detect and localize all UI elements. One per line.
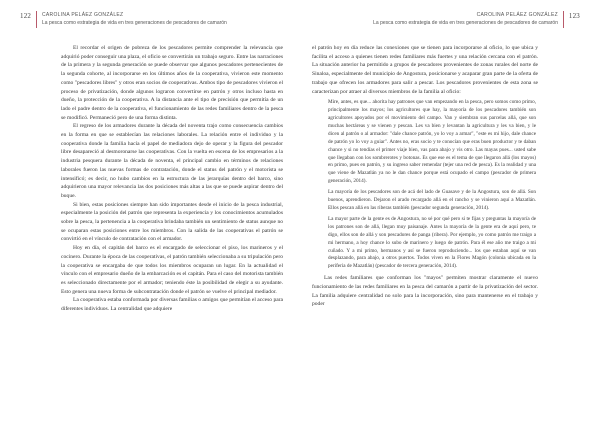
right-page [300, 0, 600, 440]
left-paragraph: El recordar el origen de pobreza de los pescadores permite comprender la relevancia que adquirió poder conseguir una plaza, el oficio se convertirán un trabajo seguro. Entre las narraciones de la primera y la segunda generación se puede observar que algunos pescadores pertenecientes de la segunda cohorte, al incorporarse en los últimos años de la cooperativa, vivieron este momento como "pescadores libres" y otros eran socios de cooperativas. Ambos tipo de pescadores vivieron el proceso de privatización, donde algunos lograron convertirse en patrón y otros incluso hasta en dueño, la protección de la cooperativa. A la distancia ante el tipo de precisión que permitía de un lado el padre dentro de la cooperativa, el funcionamiento de las redes familiares dentro de la pesca se modificó. Permaneció pero de una forma distinta. [61, 45, 283, 121]
left-page-header [20, 9, 270, 39]
left-running-head [42, 11, 227, 27]
left-paragraph: Hoy en día, el capitán del barco es el encargado de seleccionar el piso, los marineros y el cocinero. Durante la época de las cooperativas, el patrón también seleccionaba a su tripulación pero la cooperativa se encargaba de que todos los miembros ocuparan un lugar. En la actualidad el vínculo con el empresario dueño de la embarcación es el capitán. Para el caso del motorista también es seleccionado directamente por el armador; teniendo éste la posibilidad de elegir a su ayudante. Esto genera una nueva forma de subcontratación donde el patrón se vuelve el principal mediador. [61, 245, 283, 295]
header-divider [563, 11, 564, 28]
left-paragraph: El regreso de los armadores durante la década del noventa trajo como consecuencia cambios en la forma en que se establecían las relaciones laborales. La relación entre el individuo y la cooperativa donde la familia hacía el papel de mediadora dejo de operar y la figura del pescador libre desapareció al desmoronarse las cooperativas. Con la vuelta en escena de los empresarios a la industria pesquera durante la década de noventa, el principal cambio en términos de relaciones laborales fueron las nuevas formas de contratación, donde el status del patrón y el motorista se intensificó; es decir, no hubo cambios en la estructura de las jerarquías dentro del barco, sino adquirieron una mayor relevancia las dos posiciones más altas a las que se puede aspirar dentro del buque. [61, 123, 283, 199]
left-running-title: La pesca como estrategia de vida en tres generaciones de pescadores de camarón [42, 20, 227, 26]
left-body-text [61, 44, 283, 314]
right-page-header [330, 9, 580, 39]
left-author: CAROLINA PELÁEZ GONZÁLEZ [42, 12, 124, 18]
header-divider [36, 11, 37, 28]
right-page-number: 123 [568, 12, 580, 20]
right-closing-paragraph: Las redes familiares que conforman los "mayos" permiten mostrar claramente el nuevo funcionamiento de las redes familiares en la pesca del camarón a partir de la privatización del sector. La familia adquiere centralidad no solo para la incorporación, sino para mantenerse en el trabajo y poder [312, 275, 538, 308]
right-body-text [312, 44, 538, 309]
block-quote: Mire, antes, es que... ahorita hay patrones que van empezando en la pesca, pero somos como primo, principalmente los mayos; los agricultores que hay, la mayoría de los pescadores también son agricultores apoyados por el movimiento del campo. Van y siembran sus parcelas allá, que son muchas hectáreas y se vienen y pescan. Les va bien y levantan la agricultura y les va bien, y le dicen al patrón o al armador: "dale chance patrón, yo lo voy a armar", "este es mi hijo, dale chance de patrón yo lo voy a guiar". Antes no, eras socio y te conocían que eras buen productor y te daban chance y si no tendías el primer viaje bien, vas para abajo y vis otro. Las mayas pues... usted sabe que llegaban con los sombrerotes y botonas. Es que ese es el tema de que llegaron allá (los mayos) en primo, pues en patrón, y su ingreso saber remendar (tejer una red de pesca). Es la realidad y una que viene de Mazatlán ya no le dan chance porque está ocupado el campo (pescador de primera generación, 2014). [328, 99, 536, 185]
left-page-number: 122 [20, 12, 32, 20]
right-author: CAROLINA PELÁEZ GONZÁLEZ [476, 12, 558, 18]
right-running-head [373, 11, 558, 27]
block-quote: La mayor parte de la gente es de Angostura, no sé por qué pero si te fijas y preguntas la mayoría de los patrones son de allá, llegan muy paisanaje. Antes la mayoría de la gente era de aquí pero, te digo, ellos son de allá y son pescadores de panga (ribera). Por ejemplo, yo como patrón me traigo a mi hermano, a hoy chance lo subo de marinero y luego de patrón. Para él ese año me traigo a mi cuñado. Y a mi primo, hermanos y así se fueron reproduciendo... los que estaban aquí se van desplazando, para abajo, a otros puertos. Todos viven en la Flores Magón (colonia ubicada en la periferia de Mazatlán) (pescador de tercera generación, 2014). [328, 215, 536, 270]
interview-quotes [328, 99, 536, 271]
right-running-title: La pesca como estrategia de vida en tres generaciones de pescadores de camarón [373, 20, 558, 26]
left-paragraph: Si bien, estas posiciones siempre han sido importantes desde el inicio de la pesca industrial, especialmente la posición del patrón que representa la experiencia y los conocimientos acumulados sobre la pesca, la pertenencia a la cooperativa brindaba también un sentimiento de status aunque no se ocuparan estas posiciones entre los miembros. Con la salida de las cooperativas el patrón se convirtió en el vínculo de contratación con el armador. [61, 201, 283, 243]
left-paragraph: La cooperativa estaba conformada por diversas familias o amigos que permitían el acceso para diferentes individuos. La centralidad que adquiere [61, 297, 283, 313]
block-quote: La mayoría de los pescadores son de acá del lado de Guasave y de la Angostura, son de allá. Son buenos, aprendieron. Dejaron el arado recargado allá en el rancho y se vinieron aquí a Mazatlán. Ellos pescan allá en las riberas también (pescador segunda generación, 2014). [328, 189, 536, 211]
right-intro-paragraph: el patrón hoy en día reduce las conexiones que se tienen para incorporarse al oficio, lo que ubica y facilita el acceso a quienes tienen redes familiares más fuertes y una relación cercana con el patrón. La situación anterior ha permitido a grupos de pescadores provenientes de zonas rurales del norte de Sinaloa, especialmente del municipio de Angostura, posicionarse y acaparar gran parte de la oferta de trabajo que ofrecen los armadores para salir a pescar. Los pescadores provenientes de esta zona se caracterizan por atraer al diversos miembros de la familia al oficio: [312, 45, 538, 95]
